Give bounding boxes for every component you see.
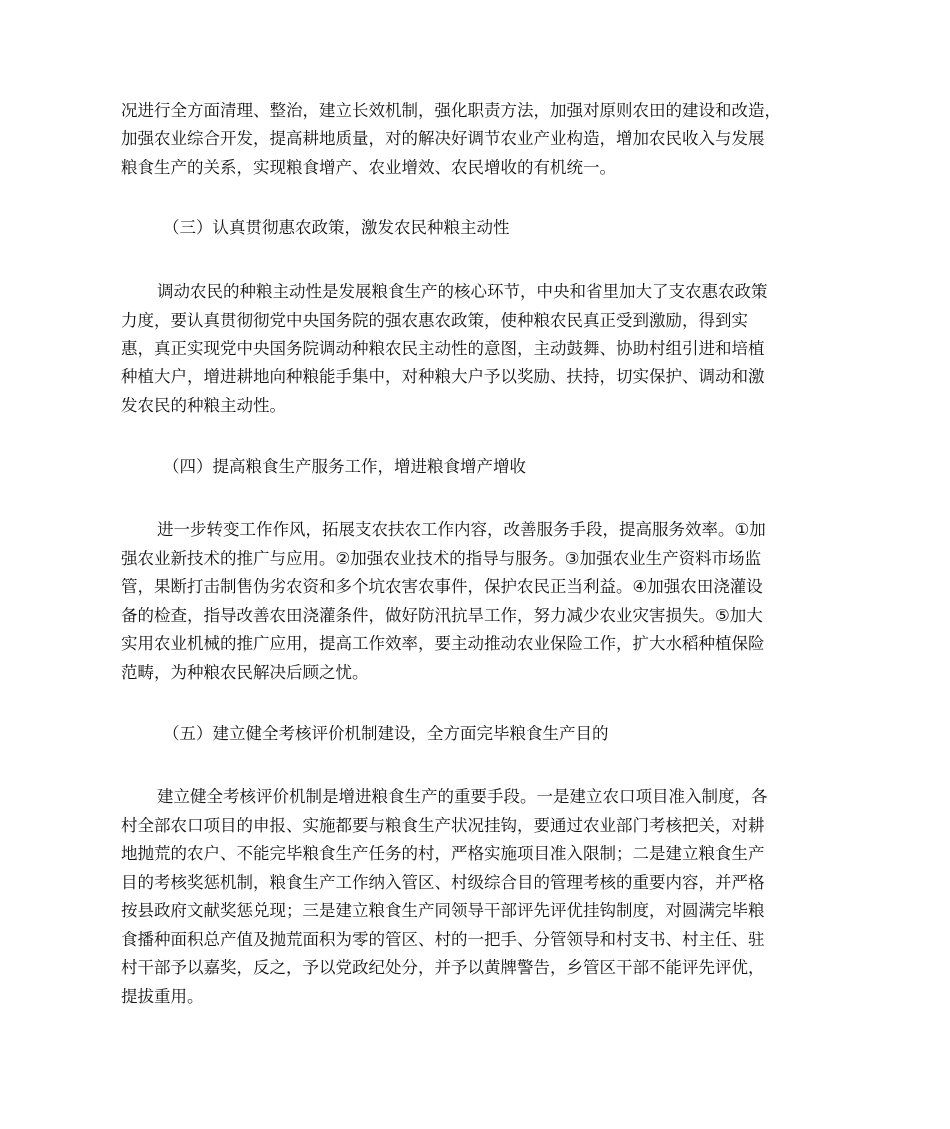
- paragraph-1-line-2: 加强农业综合开发，提高耕地质量，对的解决好调节农业产业构造，增加农民收入与发展: [121, 129, 765, 148]
- paragraph-3-line-6: 范畴，为种粮农民解决后顾之忧。: [121, 663, 369, 682]
- paragraph-1-line-3: 粮食生产的关系，实现粮食增产、农业增效、农民增收的有机统一。: [121, 158, 616, 177]
- paragraph-4-line-4: 目的考核奖惩机制，粮食生产工作纳入管区、村级综合目的管理考核的重要内容，并严格: [121, 873, 765, 892]
- section-heading-4: （四）提高粮食生产服务工作，增进粮食增产增收: [163, 457, 526, 476]
- paragraph-3-line-4: 备的检查，指导改善农田浇灌条件，做好防汛抗旱工作，努力减少农业灾害损失。⑤加大: [121, 606, 763, 625]
- paragraph-4-line-2: 村全部农口项目的申报、实施都要与粮食生产状况挂钩，要通过农业部门考核把关，对耕: [121, 816, 765, 835]
- paragraph-2-line-3: 惠，真正实现党中央国务院调动种粮农民主动性的意图，主动鼓舞、协助村组引进和培植: [121, 339, 765, 358]
- paragraph-3-line-2: 强农业新技术的推广与应用。②加强农业技术的指导与服务。③加强农业生产资料市场监: [121, 549, 762, 568]
- paragraph-2-line-2: 力度，要认真贯彻彻党中央国务院的强农惠农政策，使种粮农民真正受到激励，得到实: [121, 311, 748, 330]
- section-heading-5: （五）建立健全考核评价机制建设，全方面完毕粮食生产目的: [163, 724, 609, 743]
- paragraph-2-line-1: 调动农民的种粮主动性是发展粮食生产的核心环节，中央和省里加大了支农惠农政策: [157, 282, 768, 301]
- paragraph-3-line-3: 管，果断打击制售伪劣农资和多个坑农害农事件，保护农民正当利益。④加强农田浇灌设: [121, 577, 763, 596]
- paragraph-4-line-3: 地抛荒的农户、不能完毕粮食生产任务的村，严格实施项目准入限制；二是建立粮食生产: [121, 844, 765, 863]
- paragraph-4-line-7: 村干部予以嘉奖，反之，予以党政纪处分，并予以黄牌警告，乡管区干部不能评先评优，: [121, 958, 765, 977]
- paragraph-3-line-5: 实用农业机械的推广应用，提高工作效率，要主动推动农业保险工作，扩大水稻种植保险: [121, 634, 765, 653]
- paragraph-1-line-1: 况进行全方面清理、整治，建立长效机制，强化职责方法，加强对原则农田的建设和改造，: [121, 101, 781, 120]
- section-heading-3: （三）认真贯彻惠农政策，激发农民种粮主动性: [163, 218, 510, 237]
- paragraph-4-line-1: 建立健全考核评价机制是增进粮食生产的重要手段。一是建立农口项目准入制度，各: [157, 787, 768, 806]
- paragraph-4-line-8: 提拔重用。: [121, 987, 204, 1006]
- paragraph-2-line-4: 种植大户，增进耕地向种粮能手集中，对种粮大户予以奖励、扶持，切实保护、调动和激: [121, 367, 765, 386]
- paragraph-4-line-6: 食播种面积总产值及抛荒面积为零的管区、村的一把手、分管领导和村支书、村主任、驻: [121, 930, 765, 949]
- paragraph-2-line-5: 发农民的种粮主动性。: [121, 396, 286, 415]
- paragraph-3-line-1: 进一步转变工作作风，拓展支农扶农工作内容，改善服务手段，提高服务效率。①加: [157, 520, 766, 539]
- paragraph-4-line-5: 按县政府文献奖惩兑现；三是建立粮食生产同领导干部评先评优挂钩制度，对圆满完毕粮: [121, 901, 765, 920]
